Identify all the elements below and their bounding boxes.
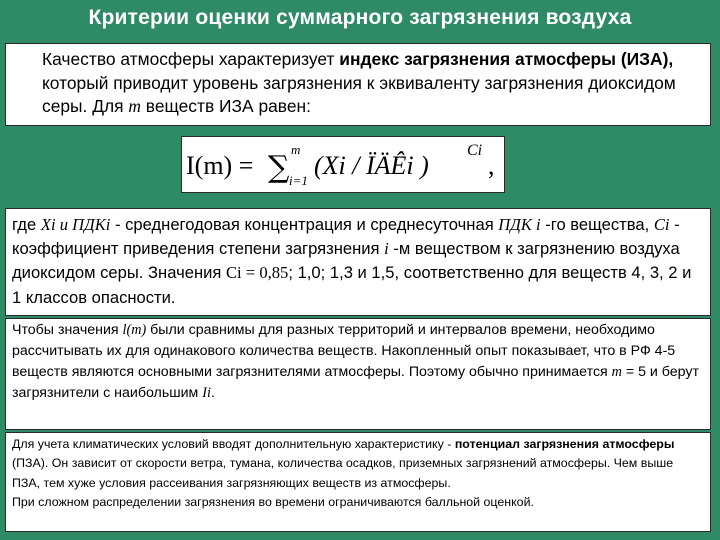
def-text-6: ; 1,0; 1,3 и 1,5, соответственно для веществ 4, 3, 2 и 1 классов опасности. — [12, 263, 692, 307]
intro-paragraph — [5, 43, 711, 126]
cmp-text-2: были сравнимы для разных территорий и интервалов времени, необходимо рассчитывать их для одинакового количества веществ. Накопленный опыт показывает, что в РФ 4-5 веществ являются основными загрязнителями атмосферы. Поэтому обычно принимается — [12, 322, 676, 381]
cmp-var-2: m — [611, 364, 622, 381]
climate-text-2: (ПЗА). Он зависит от скорости ветра, тумана, количества осадков, приземных загрязнений атмосферы. Чем выше ПЗА, тем хуже условия рассеивания загрязняющих веществ из атмосферы. — [12, 456, 674, 490]
intro-text-1: Качество атмосферы характеризует — [42, 49, 340, 69]
intro-bold: индекс загрязнения атмосферы (ИЗА), — [339, 49, 674, 69]
formula-sum: ∑ — [268, 150, 290, 185]
climate-bold: потенциал загрязнения атмосферы — [454, 437, 675, 451]
climate-paragraph — [5, 432, 711, 532]
def-text-2: - среднегодовая концентрация и среднесуточная — [110, 215, 499, 234]
def-var-3: Ci — [653, 215, 670, 234]
def-text-1: где — [12, 215, 41, 234]
slide-title: Критерии оценки суммарного загрязнения воздуха — [88, 6, 632, 29]
definition-paragraph — [5, 208, 711, 316]
cmp-text-1: Чтобы значения — [12, 322, 123, 338]
intro-text — [14, 48, 702, 119]
formula-box — [181, 136, 505, 193]
comparison-paragraph — [5, 318, 711, 430]
intro-var-m: m — [128, 96, 141, 116]
def-var-4: i — [384, 239, 389, 259]
climate-text — [12, 435, 704, 493]
cmp-text-3: = 5 и берут загрязнители с наибольшим — [12, 364, 699, 402]
formula-svg — [182, 137, 504, 192]
formula-sup: m — [291, 142, 301, 157]
intro-text-2: который приводит уровень загрязнения к эквиваленту загрязнения диоксидом серы. Для — [42, 72, 676, 116]
intro-text-3: веществ ИЗА равен: — [140, 96, 311, 116]
cmp-var-1: l(m) — [122, 322, 147, 338]
def-var-1: Xi и ПДКi — [40, 215, 111, 234]
def-var-2: ПДК i — [498, 215, 541, 234]
formula-exponent: Ci — [467, 142, 483, 159]
cmp-text-4: . — [210, 385, 215, 402]
climate-conclusion: При сложном распределении загрязнения во времени ограничиваются балльной оценкой. — [12, 495, 534, 510]
formula-sub: i=1 — [289, 173, 308, 188]
climate-text-1: Для учета климатических условий вводят дополнительную характеристику - — [12, 437, 455, 451]
def-var-5: Ci = 0,85 — [225, 263, 289, 283]
def-text-3: -го вещества, — [540, 215, 654, 234]
formula-lhs: I(m) = — [186, 151, 254, 180]
formula-tail: , — [488, 151, 495, 180]
formula-body: (Xi / ÏÄÊi ) — [314, 151, 429, 180]
def-text-5: -м веществом к загрязнению воздуха диоксидом серы. Значения — [12, 239, 680, 283]
cmp-var-3: Ii — [202, 385, 211, 402]
def-text-4: - коэффициент приведения степени загрязнения — [12, 215, 680, 259]
